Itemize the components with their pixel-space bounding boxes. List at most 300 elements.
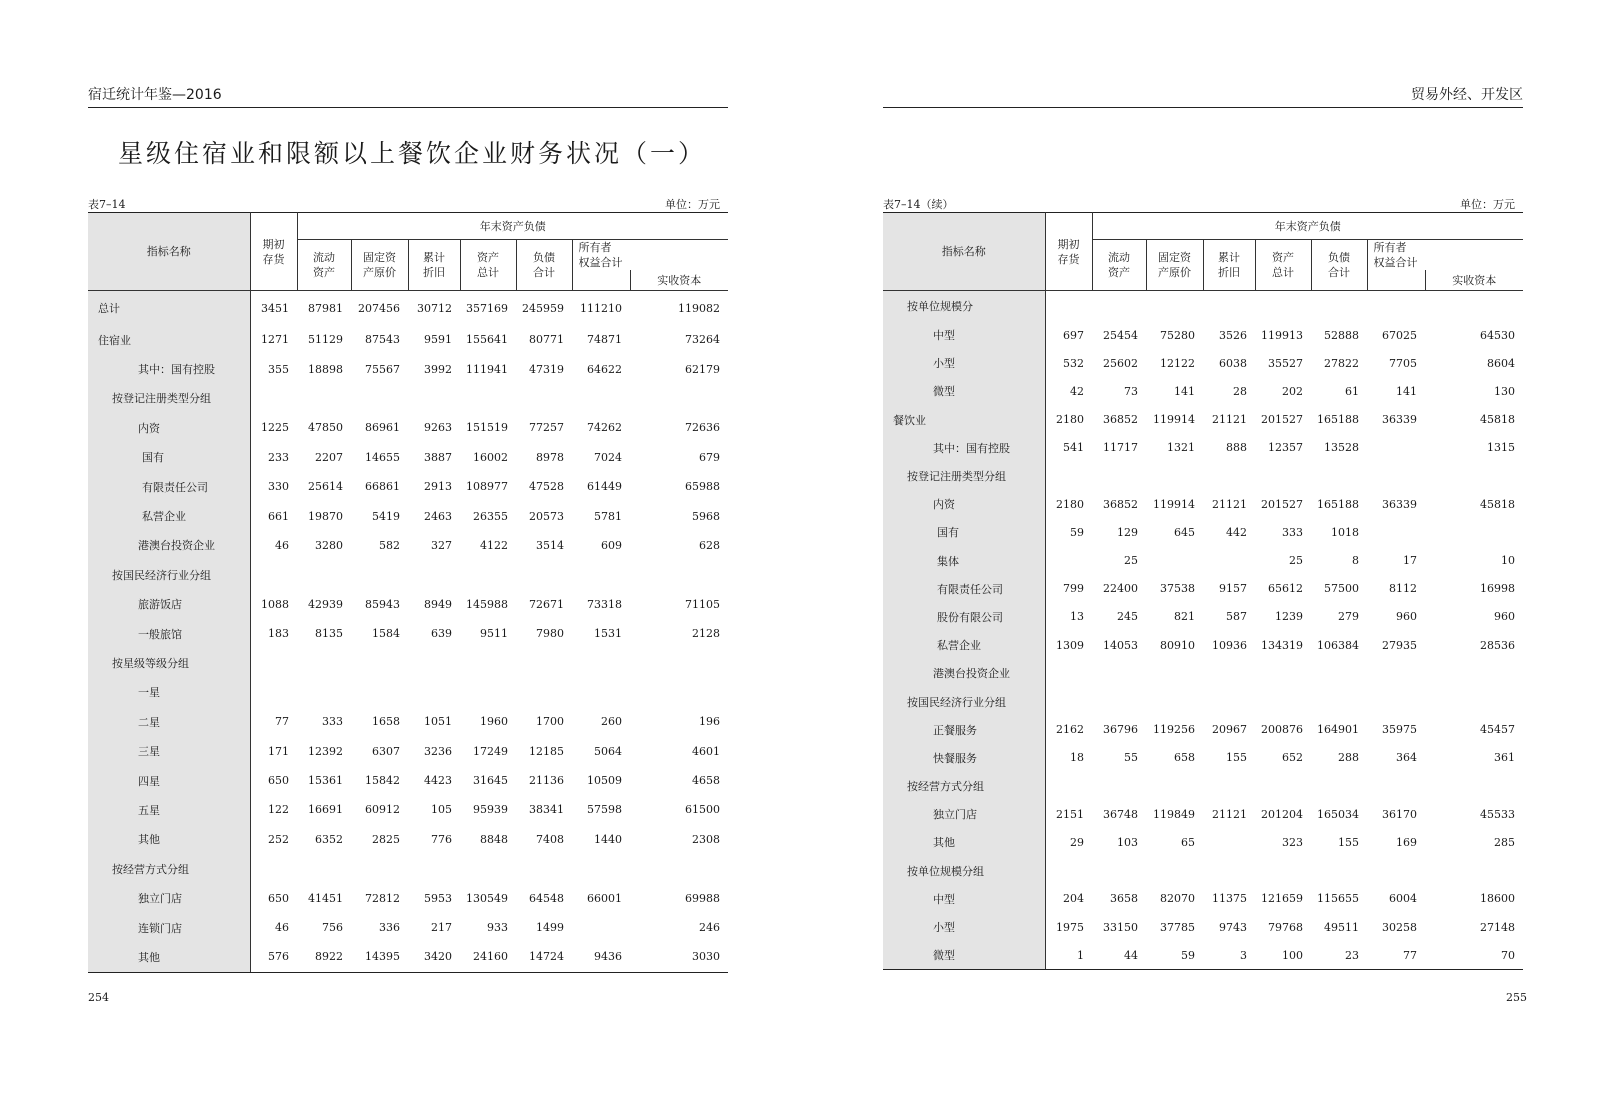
table-cell: 73264: [685, 333, 720, 347]
table-cell: 10509: [587, 774, 622, 788]
table-cell: 183: [268, 627, 289, 641]
row-label: 内资: [883, 490, 1045, 518]
table-cell: [1203, 547, 1255, 575]
table-body-right: [883, 291, 1523, 970]
row-label: 按登记注册类型分组: [883, 462, 1045, 490]
table-cell: [250, 678, 297, 707]
table-cell: 106384: [1317, 638, 1359, 652]
table-cell: 3658: [1110, 892, 1138, 906]
table-row: [88, 325, 728, 354]
table-cell: 1271: [261, 333, 289, 347]
row-label: 一星: [88, 678, 250, 707]
table-cell: [516, 560, 572, 589]
table-cell: 57598: [587, 803, 622, 817]
table-row: [883, 744, 1523, 772]
table-cell: 1088: [261, 597, 289, 611]
row-label: 四星: [88, 766, 250, 795]
page-title: 星级住宿业和限额以上餐饮企业财务状况（一）: [118, 139, 707, 168]
unit-label-right: 单位：万元: [1460, 198, 1515, 211]
table-cell: [1203, 857, 1255, 885]
table-cell: 1051: [424, 715, 452, 729]
table-cell: 336: [379, 921, 400, 934]
row-label: 按登记注册类型分组: [88, 384, 250, 413]
table-cell: 201527: [1261, 497, 1303, 511]
row-label: 二星: [88, 707, 250, 736]
table-cell: 28536: [1480, 638, 1515, 652]
table-cell: 64622: [587, 362, 622, 376]
table-cell: [1367, 857, 1425, 885]
table-cell: 155641: [466, 333, 508, 347]
table-cell: 628: [699, 538, 720, 552]
row-label: 有限责任公司: [883, 575, 1045, 603]
table-cell: 169: [1396, 835, 1417, 849]
table-cell: [1311, 659, 1367, 687]
row-label: 独立门店: [883, 800, 1045, 828]
table-cell: 86961: [365, 421, 400, 435]
table-cell: 245959: [522, 301, 564, 315]
table-cell: 532: [1063, 356, 1084, 370]
table-cell: 12392: [308, 744, 343, 758]
table-cell: 200876: [1261, 723, 1303, 737]
table-cell: [630, 648, 728, 677]
table-cell: [1045, 547, 1092, 575]
table-cell: 36170: [1382, 807, 1417, 821]
table-id-right: 表7–14（续）: [883, 198, 954, 211]
table-cell: [1146, 291, 1203, 322]
table-row: [88, 942, 728, 972]
table-cell: 9511: [480, 627, 508, 641]
table-cell: 12122: [1160, 356, 1195, 370]
table-cell: 260: [601, 715, 622, 729]
table-cell: 13: [1070, 610, 1084, 624]
table-cell: 3030: [630, 942, 728, 972]
table-cell: 2162: [1056, 723, 1084, 737]
table-cell: 28: [1233, 384, 1247, 398]
table-cell: 73: [1124, 384, 1138, 398]
table-row: [883, 434, 1523, 462]
table-cell: 59: [1146, 941, 1203, 970]
row-label: 旅游饭店: [88, 590, 250, 619]
table-cell: 141: [1396, 384, 1417, 398]
row-label: 国有: [88, 443, 250, 472]
table-cell: [572, 913, 630, 942]
table-cell: 6307: [372, 744, 400, 758]
row-label: 私营企业: [88, 501, 250, 530]
table-cell: 776: [431, 832, 452, 846]
table-cell: [408, 854, 460, 883]
header-total-liabilities: 负债 合计: [1311, 240, 1367, 291]
table-cell: 119082: [678, 301, 720, 315]
table-cell: [460, 384, 516, 413]
table-cell: 80910: [1160, 638, 1195, 652]
table-cell: [1367, 659, 1425, 687]
row-label: 一般旅馆: [88, 619, 250, 648]
row-label: 三星: [88, 736, 250, 765]
row-label: 总计: [88, 291, 250, 326]
table-cell: [297, 560, 351, 589]
table-cell: 11375: [1212, 892, 1247, 906]
table-cell: 17: [1403, 554, 1417, 568]
table-cell: [1092, 857, 1146, 885]
table-cell: 60912: [365, 803, 400, 817]
row-label: 内资: [88, 413, 250, 442]
table-row: [883, 547, 1523, 575]
table-cell: 3: [1203, 941, 1255, 970]
row-label: 住宿业: [88, 325, 250, 354]
table-cell: [460, 678, 516, 707]
table-cell: 2825: [372, 832, 400, 846]
header-owners-equity-spacer: [1367, 270, 1425, 291]
table-cell: 74871: [587, 333, 622, 347]
table-cell: 47528: [529, 480, 564, 494]
table-cell: 217: [431, 921, 452, 934]
table-cell: 119913: [1261, 328, 1303, 342]
table-cell: 165034: [1317, 807, 1359, 821]
header-fixed-assets: 固定资 产原价: [1146, 240, 1203, 291]
table-row: [883, 490, 1523, 518]
table-cell: 72671: [529, 597, 564, 611]
row-label: 小型: [883, 349, 1045, 377]
table-cell: [408, 678, 460, 707]
header-fixed-assets: 固定资 产原价: [351, 240, 408, 291]
table-cell: [351, 854, 408, 883]
table-cell: 15361: [308, 774, 343, 788]
table-cell: 10936: [1212, 638, 1247, 652]
table-cell: 119914: [1153, 413, 1195, 427]
table-cell: 46: [275, 921, 289, 934]
row-label: 按经营方式分组: [88, 854, 250, 883]
table-cell: 25602: [1103, 356, 1138, 370]
table-cell: 14395: [351, 942, 408, 972]
table-cell: 155: [1338, 835, 1359, 849]
table-cell: 246: [699, 921, 720, 934]
table-cell: 8978: [536, 450, 564, 464]
table-cell: [297, 648, 351, 677]
table-cell: 29: [1070, 835, 1084, 849]
table-cell: 74262: [587, 421, 622, 435]
table-cell: [1255, 291, 1311, 322]
header-current-assets: 流动 资产: [1092, 240, 1146, 291]
table-cell: 36748: [1103, 807, 1138, 821]
table-cell: [1367, 772, 1425, 800]
table-row: [883, 349, 1523, 377]
row-label: 微型: [883, 941, 1045, 970]
table-cell: 285: [1494, 835, 1515, 849]
table-cell: 5953: [424, 891, 452, 905]
table-cell: 252: [268, 832, 289, 846]
running-head-left: 宿迁统计年鉴—2016: [88, 84, 728, 108]
table-left-wrap: [88, 212, 728, 973]
table-cell: [1255, 462, 1311, 490]
table-cell: [1203, 772, 1255, 800]
right-page: [805, 0, 1609, 1099]
header-total-liabilities: 负债 合计: [516, 240, 572, 291]
row-label: 正餐服务: [883, 716, 1045, 744]
table-cell: 661: [268, 509, 289, 523]
table-cell: 1499: [536, 921, 564, 934]
table-cell: 933: [487, 921, 508, 934]
header-indicator: 指标名称: [883, 213, 1045, 291]
table-cell: [250, 854, 297, 883]
row-label: 私营企业: [883, 631, 1045, 659]
table-cell: 3526: [1219, 328, 1247, 342]
table-cell: 36796: [1103, 723, 1138, 737]
table-cell: 8135: [315, 627, 343, 641]
table-row: [883, 659, 1523, 687]
table-cell: 323: [1282, 835, 1303, 849]
table-row: [883, 603, 1523, 631]
table-cell: [1425, 857, 1523, 885]
table-cell: 10: [1501, 554, 1515, 568]
table-cell: 6352: [315, 832, 343, 846]
table-cell: 576: [250, 942, 297, 972]
table-row: [883, 800, 1523, 828]
row-label: 快餐服务: [883, 744, 1045, 772]
table-cell: 9157: [1219, 582, 1247, 596]
table-cell: 8: [1352, 554, 1359, 568]
table-cell: 1321: [1167, 441, 1195, 455]
table-cell: 72812: [365, 891, 400, 905]
table-id-left: 表7–14: [88, 198, 126, 211]
row-label: 微型: [883, 377, 1045, 405]
table-row: [883, 828, 1523, 856]
table-cell: 61449: [587, 480, 622, 494]
table-cell: 66861: [365, 480, 400, 494]
table-row: [883, 321, 1523, 349]
table-cell: 960: [1494, 610, 1515, 624]
table-row: [883, 687, 1523, 715]
table-cell: [1255, 687, 1311, 715]
table-cell: 36339: [1382, 413, 1417, 427]
table-cell: 165188: [1317, 497, 1359, 511]
table-cell: 1239: [1275, 610, 1303, 624]
table-cell: 16998: [1480, 582, 1515, 596]
table-cell: [1092, 687, 1146, 715]
table-cell: 2207: [315, 450, 343, 464]
table-cell: 652: [1282, 751, 1303, 765]
table-cell: [1203, 462, 1255, 490]
table-cell: 1975: [1056, 920, 1084, 934]
table-cell: 75280: [1160, 328, 1195, 342]
table-cell: 80771: [529, 333, 564, 347]
header-paid-in-capital: 实收资本: [630, 270, 728, 291]
table-cell: 650: [268, 891, 289, 905]
table-row: [883, 518, 1523, 546]
table-cell: 129: [1117, 525, 1138, 539]
table-cell: 171: [268, 744, 289, 758]
table-cell: 5781: [594, 509, 622, 523]
row-label: 连锁门店: [88, 913, 250, 942]
table-cell: 42939: [308, 597, 343, 611]
table-header: [88, 213, 728, 291]
table-cell: 8604: [1487, 356, 1515, 370]
table-cell: 16691: [308, 803, 343, 817]
table-row: [88, 707, 728, 736]
table-cell: [1311, 291, 1367, 322]
table-cell: 5968: [692, 509, 720, 523]
table-cell: [1203, 828, 1255, 856]
table-cell: [1092, 772, 1146, 800]
table-row: [88, 619, 728, 648]
table-cell: 73318: [587, 597, 622, 611]
table-cell: 1315: [1487, 441, 1515, 455]
table-cell: 1584: [372, 627, 400, 641]
row-label: 中型: [883, 321, 1045, 349]
table-cell: 3236: [424, 744, 452, 758]
table-cell: 45818: [1480, 413, 1515, 427]
table-cell: 355: [268, 362, 289, 376]
table-cell: [630, 560, 728, 589]
table-cell: 9263: [424, 421, 452, 435]
header-accumulated-depreciation: 累计 折旧: [1203, 240, 1255, 291]
table-row: [88, 854, 728, 883]
row-label: 中型: [883, 885, 1045, 913]
row-label: 按星级等级分组: [88, 648, 250, 677]
table-cell: 26355: [473, 509, 508, 523]
table-cell: [1203, 659, 1255, 687]
table-cell: 650: [268, 774, 289, 788]
table-row: [883, 716, 1523, 744]
table-body-left: [88, 291, 728, 973]
table-cell: 115655: [1317, 892, 1359, 906]
table-cell: [1203, 687, 1255, 715]
table-cell: 2913: [424, 480, 452, 494]
table-cell: 57500: [1324, 582, 1359, 596]
table-cell: 27148: [1480, 920, 1515, 934]
table-cell: 77257: [529, 421, 564, 435]
row-label: 独立门店: [88, 883, 250, 912]
table-cell: 20573: [529, 509, 564, 523]
table-cell: [1311, 857, 1367, 885]
table-cell: [250, 648, 297, 677]
header-owners-equity: 所有者 权益合计: [578, 241, 623, 269]
table-cell: [297, 678, 351, 707]
table-cell: 799: [1063, 582, 1084, 596]
table-cell: [630, 854, 728, 883]
table-cell: 103: [1117, 835, 1138, 849]
table-cell: 16002: [473, 450, 508, 464]
table-row: [88, 590, 728, 619]
row-label: 其他: [88, 825, 250, 854]
table-cell: 130: [1494, 384, 1515, 398]
table-row: [88, 413, 728, 442]
row-label: 按单位规模分: [883, 291, 1045, 322]
header-accumulated-depreciation: 累计 折旧: [408, 240, 460, 291]
table-cell: 18: [1070, 751, 1084, 765]
table-cell: 5419: [372, 509, 400, 523]
table-cell: 9743: [1219, 920, 1247, 934]
table-cell: 70: [1425, 941, 1523, 970]
row-label: 其中：国有控股: [883, 434, 1045, 462]
table-cell: [1255, 659, 1311, 687]
table-cell: 71105: [685, 597, 720, 611]
table-cell: 46: [275, 538, 289, 552]
table-cell: 8848: [480, 832, 508, 846]
table-row: [88, 678, 728, 707]
table-cell: 25454: [1103, 328, 1138, 342]
table-cell: 6004: [1389, 892, 1417, 906]
table-cell: 61500: [685, 803, 720, 817]
table-cell: 47319: [529, 362, 564, 376]
row-label: 其中：国有控股: [88, 354, 250, 383]
table-row: [88, 501, 728, 530]
table-cell: 196: [699, 715, 720, 729]
table-cell: 64530: [1480, 328, 1515, 342]
table-cell: [572, 560, 630, 589]
table-cell: [516, 678, 572, 707]
table-cell: [1045, 462, 1092, 490]
table-cell: 24160: [460, 942, 516, 972]
table-cell: 141: [1174, 384, 1195, 398]
table-cell: [1367, 291, 1425, 322]
table-cell: 134319: [1261, 638, 1303, 652]
table-cell: [1367, 518, 1425, 546]
header-current-assets: 流动 资产: [297, 240, 351, 291]
row-label: 按单位规模分组: [883, 857, 1045, 885]
header-initial-inventory: 期初 存货: [250, 213, 297, 291]
table-cell: 7024: [594, 450, 622, 464]
table-cell: [1367, 434, 1425, 462]
table-row: [88, 560, 728, 589]
table-cell: [1146, 687, 1203, 715]
table-cell: 2308: [692, 832, 720, 846]
table-cell: 36339: [1382, 497, 1417, 511]
table-cell: 2180: [1056, 497, 1084, 511]
table-cell: 77: [275, 715, 289, 729]
table-cell: 62179: [685, 362, 720, 376]
table-cell: [1425, 772, 1523, 800]
table-header: [883, 213, 1523, 291]
table-cell: [351, 560, 408, 589]
row-label: 按国民经济行业分组: [883, 687, 1045, 715]
table-cell: 77: [1367, 941, 1425, 970]
table-cell: 4601: [692, 744, 720, 758]
table-cell: 279: [1338, 610, 1359, 624]
table-cell: 888: [1226, 441, 1247, 455]
table-cell: 72636: [685, 421, 720, 435]
row-label: 国有: [883, 518, 1045, 546]
table-cell: 4423: [424, 774, 452, 788]
table-cell: 31645: [473, 774, 508, 788]
table-row: [88, 648, 728, 677]
table-row: [88, 384, 728, 413]
table-cell: [297, 854, 351, 883]
table-cell: [1367, 687, 1425, 715]
table-cell: [1311, 462, 1367, 490]
table-cell: 55: [1124, 751, 1138, 765]
table-cell: 9436: [572, 942, 630, 972]
table-cell: 38341: [529, 803, 564, 817]
row-label: 五星: [88, 795, 250, 824]
table-cell: 119914: [1153, 497, 1195, 511]
table-cell: [572, 854, 630, 883]
table-row: [88, 913, 728, 942]
table-cell: [1255, 857, 1311, 885]
finance-table-left: [88, 212, 728, 973]
table-cell: 25614: [308, 480, 343, 494]
table-cell: [1203, 291, 1255, 322]
header-indicator: 指标名称: [88, 213, 250, 291]
table-cell: [572, 648, 630, 677]
table-cell: 3514: [536, 538, 564, 552]
table-cell: 327: [431, 538, 452, 552]
table-cell: 15842: [365, 774, 400, 788]
table-cell: 201204: [1261, 807, 1303, 821]
table-cell: 8922: [297, 942, 351, 972]
table-row: [88, 883, 728, 912]
header-owners-equity-spacer: [572, 270, 630, 291]
table-cell: [1045, 291, 1092, 322]
